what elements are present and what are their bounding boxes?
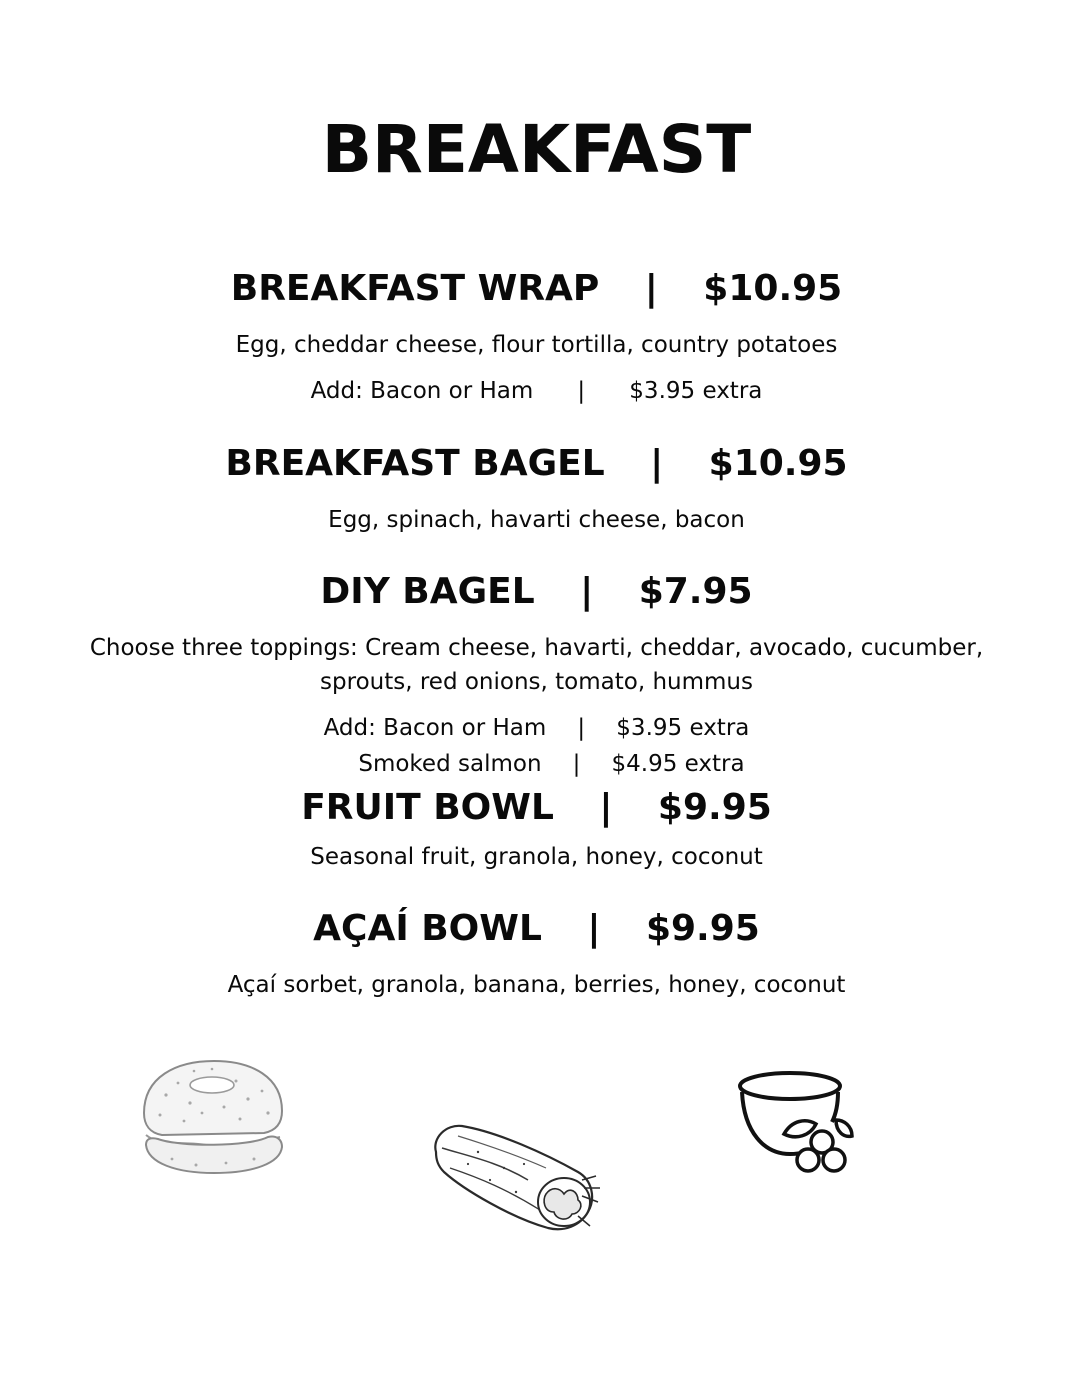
item-description-line-2: sprouts, red onions, tomato, hummus xyxy=(320,669,753,695)
item-description: Seasonal fruit, granola, honey, coconut xyxy=(310,844,763,870)
separator: | xyxy=(572,751,581,777)
item-addon xyxy=(0,747,1073,781)
item-price: $10.95 xyxy=(708,443,848,484)
separator: | xyxy=(577,715,586,741)
addon-price: $3.95 extra xyxy=(616,715,750,741)
menu-item-heading-fruit-bowl xyxy=(0,786,1073,830)
separator: | xyxy=(587,908,601,949)
menu-item-heading-breakfast-wrap xyxy=(0,267,1073,311)
separator: | xyxy=(577,378,586,404)
addon-label: Add: Bacon or Ham xyxy=(310,378,534,404)
bowl-with-berries-icon xyxy=(736,1068,860,1178)
separator: | xyxy=(580,571,594,612)
menu-item-heading-acai-bowl xyxy=(0,907,1073,951)
menu-item-heading-breakfast-bagel xyxy=(0,442,1073,486)
menu-item-heading-diy-bagel xyxy=(0,570,1073,614)
separator: | xyxy=(650,443,664,484)
item-price: $7.95 xyxy=(638,571,753,612)
addon-label: Smoked salmon xyxy=(358,751,542,777)
item-addon xyxy=(0,374,1073,408)
item-name: AÇAÍ BOWL xyxy=(313,908,542,949)
item-name: DIY BAGEL xyxy=(320,571,535,612)
separator: | xyxy=(644,268,658,309)
bagel-icon xyxy=(136,1055,290,1183)
item-price: $9.95 xyxy=(645,908,760,949)
item-description: Egg, spinach, havarti cheese, bacon xyxy=(328,507,745,533)
item-description-line-1: Choose three toppings: Cream cheese, havarti, cheddar, avocado, cucumber, xyxy=(89,635,984,661)
page-title: BREAKFAST xyxy=(321,111,752,188)
addon-price: $4.95 extra xyxy=(611,751,745,777)
item-name: BREAKFAST WRAP xyxy=(230,268,600,309)
item-description: Açaí sorbet, granola, banana, berries, honey, coconut xyxy=(227,972,846,998)
separator: | xyxy=(599,787,613,828)
addon-price: $3.95 extra xyxy=(629,378,763,404)
item-name: FRUIT BOWL xyxy=(301,787,554,828)
item-price: $9.95 xyxy=(657,787,772,828)
addon-label: Add: Bacon or Ham xyxy=(323,715,547,741)
item-addon xyxy=(0,711,1073,745)
item-name: BREAKFAST BAGEL xyxy=(225,443,605,484)
item-price: $10.95 xyxy=(703,268,843,309)
item-description: Egg, cheddar cheese, flour tortilla, country potatoes xyxy=(235,332,838,358)
wrap-icon xyxy=(428,1118,602,1238)
